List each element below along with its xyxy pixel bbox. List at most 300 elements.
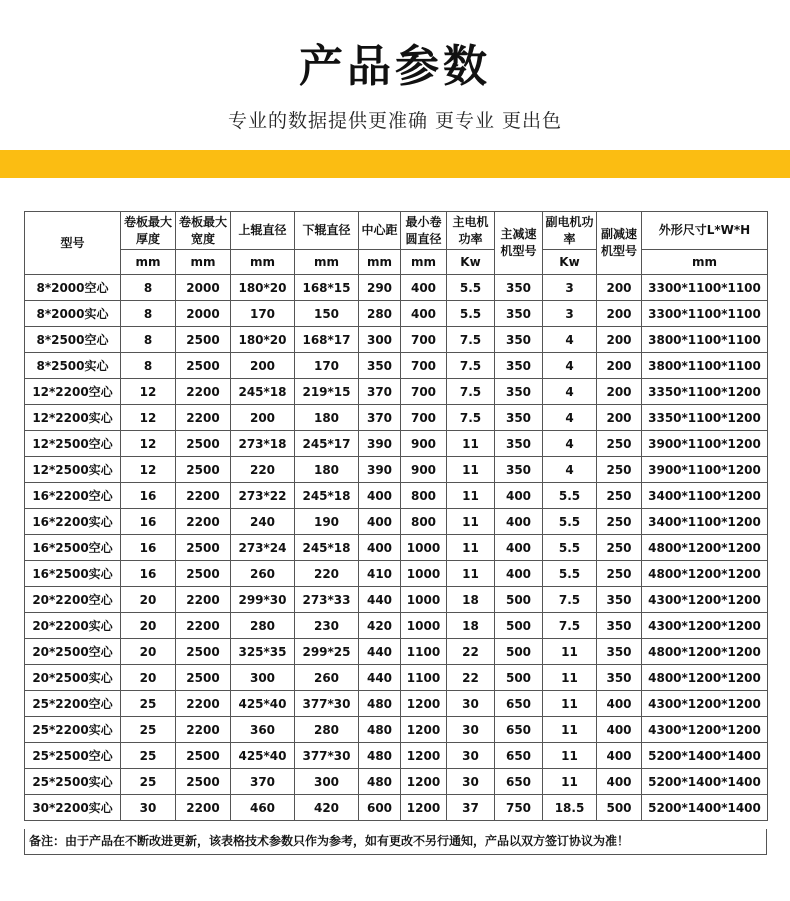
cell-thickness: 16 (121, 509, 176, 535)
cell-dimensions: 5200*1400*1400 (642, 743, 768, 769)
cell-upper-roll: 273*24 (231, 535, 295, 561)
cell-main-reducer: 650 (495, 691, 543, 717)
cell-center-distance: 370 (359, 405, 401, 431)
cell-width: 2200 (176, 483, 231, 509)
cell-aux-reducer: 250 (597, 457, 642, 483)
cell-main-reducer: 350 (495, 327, 543, 353)
cell-model: 16*2200实心 (25, 509, 121, 535)
spec-table-container (24, 211, 767, 821)
cell-center-distance: 440 (359, 639, 401, 665)
cell-width: 2200 (176, 405, 231, 431)
cell-min-diameter: 900 (401, 431, 447, 457)
cell-aux-reducer: 200 (597, 301, 642, 327)
cell-aux-reducer: 200 (597, 405, 642, 431)
cell-lower-roll: 300 (295, 769, 359, 795)
table-row (25, 639, 768, 665)
cell-main-motor: 5.5 (447, 301, 495, 327)
cell-upper-roll: 180*20 (231, 327, 295, 353)
cell-center-distance: 390 (359, 431, 401, 457)
cell-thickness: 8 (121, 301, 176, 327)
cell-main-motor: 37 (447, 795, 495, 821)
cell-main-reducer: 650 (495, 769, 543, 795)
cell-thickness: 25 (121, 743, 176, 769)
cell-main-motor: 30 (447, 717, 495, 743)
table-row (25, 665, 768, 691)
cell-main-reducer: 350 (495, 457, 543, 483)
cell-aux-motor: 18.5 (543, 795, 597, 821)
cell-aux-motor: 5.5 (543, 509, 597, 535)
cell-main-motor: 22 (447, 639, 495, 665)
cell-thickness: 16 (121, 535, 176, 561)
cell-main-reducer: 350 (495, 301, 543, 327)
cell-lower-roll: 273*33 (295, 587, 359, 613)
header-panel (0, 0, 790, 150)
cell-main-motor: 7.5 (447, 353, 495, 379)
cell-model: 12*2200空心 (25, 379, 121, 405)
cell-lower-roll: 168*17 (295, 327, 359, 353)
cell-main-motor: 11 (447, 509, 495, 535)
cell-main-reducer: 350 (495, 379, 543, 405)
cell-center-distance: 400 (359, 483, 401, 509)
cell-min-diameter: 800 (401, 483, 447, 509)
cell-min-diameter: 1100 (401, 639, 447, 665)
cell-aux-reducer: 350 (597, 639, 642, 665)
cell-main-motor: 30 (447, 743, 495, 769)
cell-aux-motor: 4 (543, 457, 597, 483)
cell-width: 2500 (176, 327, 231, 353)
cell-center-distance: 410 (359, 561, 401, 587)
cell-lower-roll: 377*30 (295, 743, 359, 769)
cell-thickness: 25 (121, 717, 176, 743)
cell-model: 12*2500实心 (25, 457, 121, 483)
cell-upper-roll: 220 (231, 457, 295, 483)
cell-main-reducer: 650 (495, 717, 543, 743)
cell-aux-motor: 4 (543, 353, 597, 379)
footnote: 备注：由于产品在不断改进更新，该表格技术参数只作为参考，如有更改不另行通知，产品以双方签订协议为准！ (24, 829, 767, 855)
cell-lower-roll: 219*15 (295, 379, 359, 405)
cell-width: 2500 (176, 457, 231, 483)
cell-aux-reducer: 200 (597, 353, 642, 379)
cell-main-motor: 5.5 (447, 275, 495, 301)
cell-dimensions: 3400*1100*1200 (642, 483, 768, 509)
cell-thickness: 12 (121, 379, 176, 405)
cell-center-distance: 390 (359, 457, 401, 483)
cell-center-distance: 420 (359, 613, 401, 639)
cell-upper-roll: 360 (231, 717, 295, 743)
cell-aux-motor: 7.5 (543, 587, 597, 613)
cell-width: 2500 (176, 561, 231, 587)
cell-main-motor: 11 (447, 483, 495, 509)
cell-width: 2200 (176, 379, 231, 405)
cell-lower-roll: 180 (295, 405, 359, 431)
header-banner (0, 0, 790, 178)
cell-center-distance: 280 (359, 301, 401, 327)
cell-lower-roll: 280 (295, 717, 359, 743)
unit-main-motor: Kw (447, 250, 495, 275)
unit-min-diameter: mm (401, 250, 447, 275)
cell-lower-roll: 245*18 (295, 535, 359, 561)
cell-aux-motor: 5.5 (543, 483, 597, 509)
cell-aux-motor: 11 (543, 639, 597, 665)
cell-dimensions: 4800*1200*1200 (642, 535, 768, 561)
cell-thickness: 20 (121, 587, 176, 613)
cell-aux-motor: 5.5 (543, 561, 597, 587)
col-header-width: 卷板最大宽度 (176, 212, 231, 250)
cell-min-diameter: 700 (401, 379, 447, 405)
cell-main-reducer: 400 (495, 535, 543, 561)
cell-width: 2200 (176, 717, 231, 743)
cell-upper-roll: 325*35 (231, 639, 295, 665)
header-row (25, 212, 768, 250)
cell-aux-reducer: 250 (597, 431, 642, 457)
cell-dimensions: 3800*1100*1100 (642, 327, 768, 353)
cell-model: 25*2500空心 (25, 743, 121, 769)
cell-upper-roll: 260 (231, 561, 295, 587)
cell-center-distance: 370 (359, 379, 401, 405)
cell-model: 16*2500实心 (25, 561, 121, 587)
cell-thickness: 16 (121, 483, 176, 509)
cell-aux-motor: 11 (543, 743, 597, 769)
cell-upper-roll: 170 (231, 301, 295, 327)
cell-min-diameter: 1200 (401, 717, 447, 743)
cell-min-diameter: 400 (401, 301, 447, 327)
cell-upper-roll: 425*40 (231, 691, 295, 717)
cell-main-reducer: 350 (495, 405, 543, 431)
col-header-model: 型号 (25, 212, 121, 275)
col-header-lower-roll: 下辊直径 (295, 212, 359, 250)
cell-width: 2500 (176, 535, 231, 561)
cell-dimensions: 3400*1100*1200 (642, 509, 768, 535)
cell-min-diameter: 1000 (401, 535, 447, 561)
cell-upper-roll: 299*30 (231, 587, 295, 613)
cell-main-motor: 11 (447, 431, 495, 457)
unit-dimensions: mm (642, 250, 768, 275)
cell-model: 20*2500实心 (25, 665, 121, 691)
cell-main-motor: 7.5 (447, 379, 495, 405)
cell-min-diameter: 1000 (401, 561, 447, 587)
col-header-main-reducer: 主减速机型号 (495, 212, 543, 275)
table-row (25, 301, 768, 327)
unit-width: mm (176, 250, 231, 275)
table-row (25, 431, 768, 457)
cell-aux-reducer: 400 (597, 691, 642, 717)
cell-lower-roll: 299*25 (295, 639, 359, 665)
cell-aux-reducer: 350 (597, 665, 642, 691)
cell-aux-motor: 4 (543, 431, 597, 457)
cell-min-diameter: 700 (401, 353, 447, 379)
cell-aux-motor: 11 (543, 717, 597, 743)
cell-aux-reducer: 250 (597, 509, 642, 535)
table-row (25, 379, 768, 405)
col-header-upper-roll: 上辊直径 (231, 212, 295, 250)
col-header-min-diameter: 最小卷圆直径 (401, 212, 447, 250)
cell-aux-motor: 11 (543, 665, 597, 691)
cell-center-distance: 400 (359, 509, 401, 535)
unit-thickness: mm (121, 250, 176, 275)
cell-center-distance: 290 (359, 275, 401, 301)
cell-width: 2200 (176, 613, 231, 639)
cell-main-motor: 11 (447, 535, 495, 561)
cell-model: 20*2500空心 (25, 639, 121, 665)
cell-width: 2500 (176, 665, 231, 691)
cell-aux-reducer: 400 (597, 717, 642, 743)
cell-main-reducer: 350 (495, 431, 543, 457)
table-row (25, 327, 768, 353)
cell-aux-reducer: 500 (597, 795, 642, 821)
cell-center-distance: 600 (359, 795, 401, 821)
cell-dimensions: 4300*1200*1200 (642, 691, 768, 717)
cell-model: 20*2200空心 (25, 587, 121, 613)
cell-dimensions: 4300*1200*1200 (642, 587, 768, 613)
cell-main-reducer: 400 (495, 509, 543, 535)
table-row (25, 587, 768, 613)
cell-dimensions: 5200*1400*1400 (642, 769, 768, 795)
table-row (25, 691, 768, 717)
unit-lower-roll: mm (295, 250, 359, 275)
cell-model: 8*2500空心 (25, 327, 121, 353)
cell-dimensions: 3350*1100*1200 (642, 379, 768, 405)
cell-lower-roll: 377*30 (295, 691, 359, 717)
cell-min-diameter: 900 (401, 457, 447, 483)
cell-upper-roll: 200 (231, 405, 295, 431)
cell-thickness: 8 (121, 275, 176, 301)
cell-main-motor: 18 (447, 587, 495, 613)
cell-thickness: 12 (121, 457, 176, 483)
unit-aux-motor: Kw (543, 250, 597, 275)
cell-main-reducer: 500 (495, 665, 543, 691)
cell-lower-roll: 260 (295, 665, 359, 691)
cell-thickness: 20 (121, 613, 176, 639)
cell-main-motor: 11 (447, 561, 495, 587)
cell-lower-roll: 180 (295, 457, 359, 483)
cell-main-motor: 22 (447, 665, 495, 691)
cell-lower-roll: 170 (295, 353, 359, 379)
cell-dimensions: 3350*1100*1200 (642, 405, 768, 431)
cell-thickness: 8 (121, 327, 176, 353)
cell-lower-roll: 245*17 (295, 431, 359, 457)
cell-main-reducer: 350 (495, 275, 543, 301)
cell-lower-roll: 220 (295, 561, 359, 587)
page-subtitle: 专业的数据提供更准确 更专业 更出色 (227, 110, 563, 132)
cell-upper-roll: 300 (231, 665, 295, 691)
cell-aux-motor: 3 (543, 301, 597, 327)
cell-upper-roll: 200 (231, 353, 295, 379)
cell-width: 2000 (176, 301, 231, 327)
spec-table (24, 211, 768, 821)
cell-upper-roll: 273*22 (231, 483, 295, 509)
cell-lower-roll: 420 (295, 795, 359, 821)
cell-upper-roll: 370 (231, 769, 295, 795)
cell-width: 2200 (176, 509, 231, 535)
cell-center-distance: 480 (359, 769, 401, 795)
cell-aux-reducer: 250 (597, 483, 642, 509)
cell-center-distance: 480 (359, 717, 401, 743)
cell-min-diameter: 1100 (401, 665, 447, 691)
cell-dimensions: 4300*1200*1200 (642, 613, 768, 639)
cell-min-diameter: 800 (401, 509, 447, 535)
cell-model: 30*2200实心 (25, 795, 121, 821)
cell-upper-roll: 425*40 (231, 743, 295, 769)
cell-min-diameter: 1200 (401, 691, 447, 717)
cell-dimensions: 3800*1100*1100 (642, 353, 768, 379)
table-row (25, 769, 768, 795)
cell-thickness: 12 (121, 431, 176, 457)
cell-center-distance: 400 (359, 535, 401, 561)
cell-width: 2200 (176, 795, 231, 821)
table-row (25, 717, 768, 743)
cell-dimensions: 5200*1400*1400 (642, 795, 768, 821)
cell-width: 2500 (176, 431, 231, 457)
cell-dimensions: 3900*1100*1200 (642, 431, 768, 457)
spec-table-body (25, 275, 768, 821)
cell-model: 12*2200实心 (25, 405, 121, 431)
col-header-dimensions: 外形尺寸L*W*H (642, 212, 768, 250)
table-row (25, 405, 768, 431)
cell-min-diameter: 700 (401, 405, 447, 431)
cell-width: 2500 (176, 639, 231, 665)
cell-upper-roll: 280 (231, 613, 295, 639)
cell-aux-reducer: 350 (597, 613, 642, 639)
cell-aux-motor: 4 (543, 327, 597, 353)
cell-width: 2500 (176, 743, 231, 769)
cell-aux-reducer: 200 (597, 275, 642, 301)
cell-width: 2200 (176, 587, 231, 613)
cell-main-reducer: 350 (495, 353, 543, 379)
cell-dimensions: 4300*1200*1200 (642, 717, 768, 743)
cell-main-reducer: 400 (495, 561, 543, 587)
cell-aux-reducer: 250 (597, 535, 642, 561)
cell-aux-motor: 3 (543, 275, 597, 301)
cell-lower-roll: 245*18 (295, 483, 359, 509)
cell-dimensions: 4800*1200*1200 (642, 665, 768, 691)
cell-upper-roll: 180*20 (231, 275, 295, 301)
cell-upper-roll: 245*18 (231, 379, 295, 405)
unit-center-distance: mm (359, 250, 401, 275)
cell-model: 16*2200空心 (25, 483, 121, 509)
table-row (25, 535, 768, 561)
cell-main-reducer: 500 (495, 587, 543, 613)
unit-row (25, 250, 768, 275)
table-row (25, 509, 768, 535)
cell-main-reducer: 650 (495, 743, 543, 769)
cell-model: 16*2500空心 (25, 535, 121, 561)
cell-main-motor: 7.5 (447, 327, 495, 353)
cell-upper-roll: 460 (231, 795, 295, 821)
cell-width: 2000 (176, 275, 231, 301)
cell-main-motor: 7.5 (447, 405, 495, 431)
table-row (25, 483, 768, 509)
cell-min-diameter: 700 (401, 327, 447, 353)
cell-main-motor: 18 (447, 613, 495, 639)
cell-model: 8*2000空心 (25, 275, 121, 301)
cell-center-distance: 300 (359, 327, 401, 353)
cell-lower-roll: 150 (295, 301, 359, 327)
unit-upper-roll: mm (231, 250, 295, 275)
cell-lower-roll: 230 (295, 613, 359, 639)
cell-model: 25*2200空心 (25, 691, 121, 717)
table-row (25, 275, 768, 301)
page-title: 产品参数 (299, 41, 491, 92)
cell-thickness: 30 (121, 795, 176, 821)
cell-upper-roll: 273*18 (231, 431, 295, 457)
table-row (25, 457, 768, 483)
cell-model: 8*2000实心 (25, 301, 121, 327)
cell-main-reducer: 750 (495, 795, 543, 821)
cell-lower-roll: 190 (295, 509, 359, 535)
cell-center-distance: 480 (359, 691, 401, 717)
cell-main-reducer: 400 (495, 483, 543, 509)
col-header-aux-reducer: 副减速机型号 (597, 212, 642, 275)
cell-dimensions: 4800*1200*1200 (642, 639, 768, 665)
cell-upper-roll: 240 (231, 509, 295, 535)
cell-center-distance: 440 (359, 587, 401, 613)
cell-main-reducer: 500 (495, 613, 543, 639)
cell-thickness: 8 (121, 353, 176, 379)
cell-model: 25*2500实心 (25, 769, 121, 795)
cell-min-diameter: 1000 (401, 613, 447, 639)
cell-main-reducer: 500 (495, 639, 543, 665)
cell-thickness: 25 (121, 691, 176, 717)
cell-width: 2500 (176, 353, 231, 379)
cell-width: 2500 (176, 769, 231, 795)
cell-center-distance: 440 (359, 665, 401, 691)
col-header-thickness: 卷板最大厚度 (121, 212, 176, 250)
table-row (25, 561, 768, 587)
cell-thickness: 16 (121, 561, 176, 587)
cell-aux-reducer: 200 (597, 327, 642, 353)
cell-thickness: 20 (121, 665, 176, 691)
cell-aux-reducer: 250 (597, 561, 642, 587)
col-header-center-distance: 中心距 (359, 212, 401, 250)
cell-main-motor: 30 (447, 691, 495, 717)
cell-aux-reducer: 200 (597, 379, 642, 405)
table-row (25, 353, 768, 379)
cell-dimensions: 3300*1100*1100 (642, 301, 768, 327)
cell-dimensions: 3300*1100*1100 (642, 275, 768, 301)
cell-min-diameter: 1000 (401, 587, 447, 613)
cell-center-distance: 480 (359, 743, 401, 769)
cell-aux-reducer: 400 (597, 769, 642, 795)
table-row (25, 743, 768, 769)
cell-min-diameter: 1200 (401, 769, 447, 795)
cell-model: 20*2200实心 (25, 613, 121, 639)
cell-aux-reducer: 350 (597, 587, 642, 613)
cell-center-distance: 350 (359, 353, 401, 379)
cell-min-diameter: 1200 (401, 743, 447, 769)
cell-min-diameter: 1200 (401, 795, 447, 821)
cell-thickness: 20 (121, 639, 176, 665)
cell-aux-motor: 11 (543, 691, 597, 717)
cell-aux-motor: 4 (543, 405, 597, 431)
cell-model: 12*2500空心 (25, 431, 121, 457)
cell-aux-motor: 7.5 (543, 613, 597, 639)
cell-dimensions: 3900*1100*1200 (642, 457, 768, 483)
col-header-aux-motor: 副电机功率 (543, 212, 597, 250)
col-header-main-motor: 主电机功率 (447, 212, 495, 250)
cell-aux-reducer: 400 (597, 743, 642, 769)
cell-width: 2200 (176, 691, 231, 717)
table-row (25, 795, 768, 821)
cell-model: 25*2200实心 (25, 717, 121, 743)
cell-model: 8*2500实心 (25, 353, 121, 379)
cell-min-diameter: 400 (401, 275, 447, 301)
cell-aux-motor: 4 (543, 379, 597, 405)
cell-main-motor: 11 (447, 457, 495, 483)
cell-thickness: 12 (121, 405, 176, 431)
cell-aux-motor: 11 (543, 769, 597, 795)
cell-thickness: 25 (121, 769, 176, 795)
cell-dimensions: 4800*1200*1200 (642, 561, 768, 587)
